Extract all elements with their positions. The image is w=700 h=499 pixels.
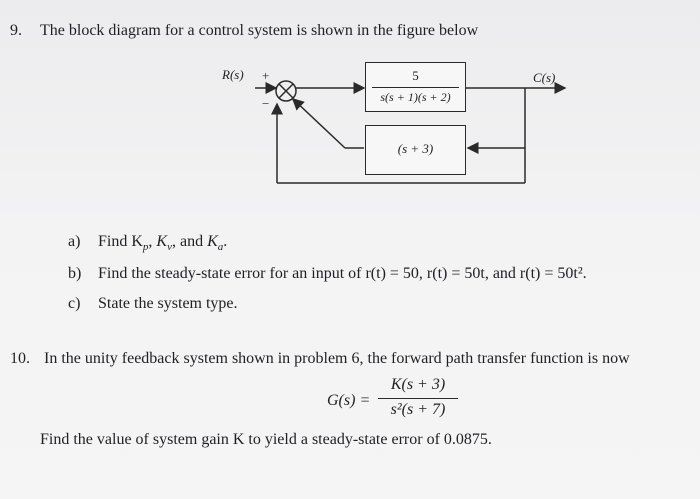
forward-transfer-block [365, 62, 466, 112]
part-b-label: b) [68, 265, 82, 282]
part-c-text: State the system type. [98, 295, 238, 312]
part-a-text: Find $K_p$, $K_v$, and $K_a$. [98, 233, 228, 254]
output-label: C(s) [533, 70, 556, 85]
problem-10-number: 10. [10, 350, 30, 367]
forward-fraction-bar [372, 87, 459, 88]
feedback-transfer-block [365, 125, 466, 175]
part-b-text: Find the steady-state error for an input of r(t) = 50, r(t) = 50t, and r(t) = 50t². [98, 265, 587, 282]
problem-9-number: 9. [10, 22, 22, 39]
part-a-label: a) [68, 233, 81, 250]
forward-denominator: s(s + 1)(s + 2) [380, 90, 451, 104]
forward-numerator: 5 [412, 68, 419, 83]
equation-denominator: s²(s + 7) [390, 401, 446, 418]
minus-sign: − [262, 96, 270, 111]
plus-sign: + [262, 68, 270, 83]
feedback-label: (s + 3) [397, 141, 434, 156]
equation-fraction-bar [378, 398, 458, 399]
equation-lhs: G(s) = [327, 392, 371, 409]
problem-9-statement: The block diagram for a control system is shown in the figure below [40, 22, 479, 39]
inner-feedback-out-arrow [293, 99, 345, 148]
equation-numerator: K(s + 3) [390, 376, 446, 393]
input-label: R(s) [222, 67, 244, 82]
problem-10-statement: In the unity feedback system shown in problem 6, the forward path transfer function is now [44, 350, 630, 367]
problem-10-question: Find the value of system gain K to yield a steady-state error of 0.0875. [40, 431, 492, 448]
part-c-label: c) [68, 295, 81, 312]
